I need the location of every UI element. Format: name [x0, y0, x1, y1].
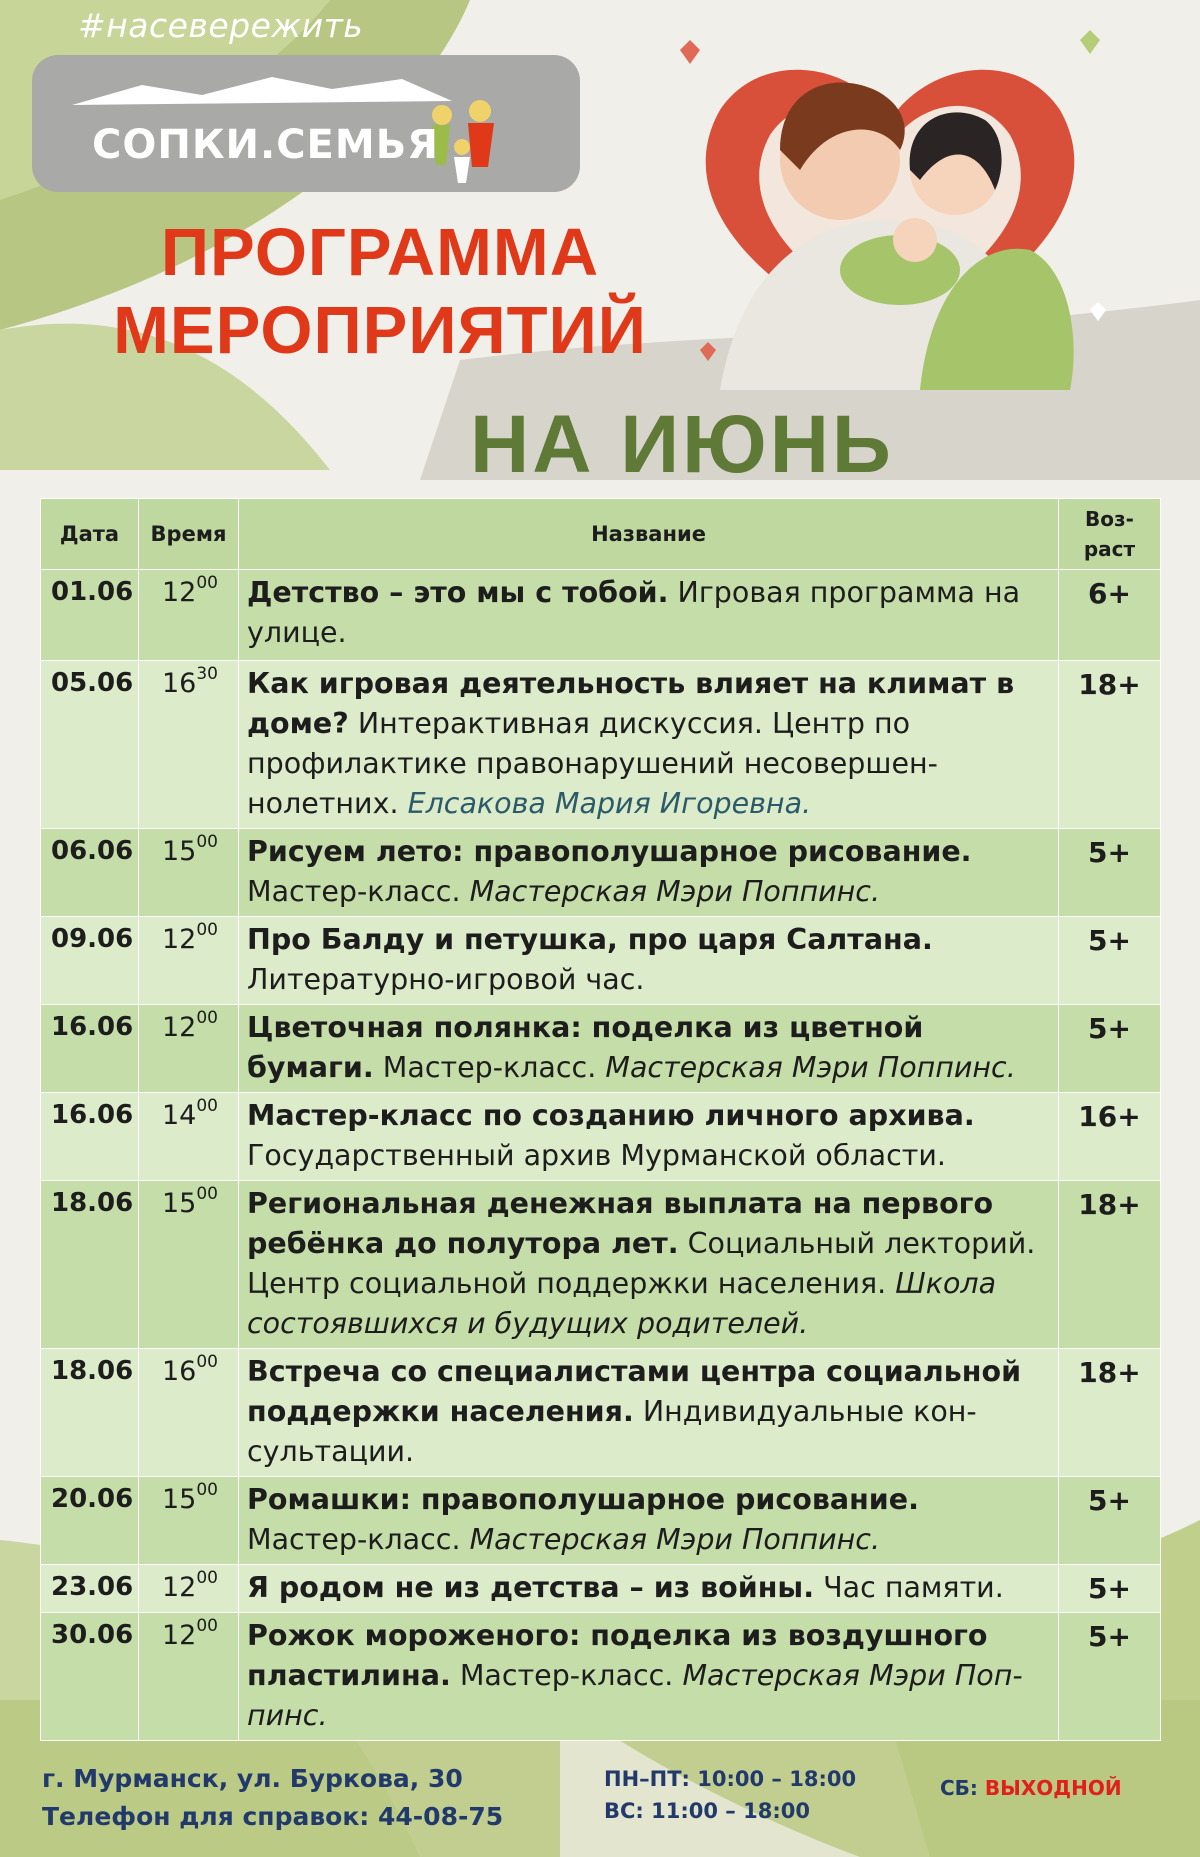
- event-title: Я родом не из детства – из войны.: [247, 1571, 815, 1604]
- event-time-minute: 00: [196, 1480, 218, 1500]
- event-date: 16.06: [41, 1005, 139, 1093]
- event-name: [239, 1477, 1059, 1565]
- saturday-label: СБ:: [940, 1776, 978, 1800]
- event-time-minute: 00: [196, 1352, 218, 1372]
- footer-address-block: [42, 1760, 503, 1836]
- table-row: [41, 1093, 1161, 1181]
- event-time-hour: 15: [162, 836, 197, 867]
- event-time-hour: 14: [162, 1100, 197, 1131]
- event-time-minute: 00: [196, 1568, 218, 1588]
- hours-sunday: ВС: 11:00 – 18:00: [604, 1799, 810, 1823]
- event-time-minute: 30: [196, 664, 218, 684]
- event-title: Встреча со специалистами центра социальной поддержки населения.: [247, 1355, 1022, 1428]
- event-time-hour: 12: [162, 577, 197, 608]
- event-time-minute: 00: [196, 573, 218, 593]
- table-row: [41, 1565, 1161, 1613]
- event-time: [139, 917, 239, 1005]
- event-time-minute: 00: [196, 1096, 218, 1116]
- event-age: 5+: [1059, 917, 1161, 1005]
- event-age: 5+: [1059, 1613, 1161, 1741]
- address: г. Мурманск, ул. Буркова, 30: [42, 1764, 463, 1793]
- event-time-minute: 00: [196, 1616, 218, 1636]
- table-row: [41, 1005, 1161, 1093]
- event-description: Литературно-игровой час.: [247, 963, 645, 996]
- saturday-value: ВЫХОДНОЙ: [984, 1776, 1122, 1800]
- event-age: 18+: [1059, 661, 1161, 829]
- month-title: НА ИЮНЬ: [470, 399, 894, 490]
- table-header-row: [41, 499, 1161, 570]
- event-title: Детство – это мы с тобой.: [247, 576, 669, 609]
- event-title: Цветочная полянка: поделка из цветной бумаги.: [247, 1011, 924, 1084]
- header-age: [1059, 499, 1161, 570]
- event-name: [239, 1565, 1059, 1613]
- event-age: 18+: [1059, 1349, 1161, 1477]
- event-host: Мастерская Мэри Поппинс.: [469, 875, 881, 908]
- event-time-minute: 00: [196, 920, 218, 940]
- event-name: [239, 1181, 1059, 1349]
- title-line2: МЕРОПРИЯТИЙ: [113, 293, 647, 368]
- event-time-hour: 12: [162, 1572, 197, 1603]
- event-time: [139, 1005, 239, 1093]
- event-title: Мастер-класс по созданию личного архива.: [247, 1099, 975, 1132]
- event-time-hour: 12: [162, 1620, 197, 1651]
- header-time: Время: [139, 499, 239, 570]
- event-time-minute: 00: [196, 1008, 218, 1028]
- event-title: Про Балду и петушка, про царя Салтана.: [247, 923, 933, 956]
- event-time-minute: 00: [196, 1184, 218, 1204]
- event-date: 09.06: [41, 917, 139, 1005]
- event-time: [139, 1565, 239, 1613]
- event-date: 06.06: [41, 829, 139, 917]
- opening-hours: [604, 1763, 856, 1827]
- event-title: Рисуем лето: правополушарное рисование.: [247, 835, 972, 868]
- event-date: 05.06: [41, 661, 139, 829]
- event-date: 01.06: [41, 570, 139, 661]
- event-time-hour: 16: [162, 1356, 197, 1387]
- event-name: [239, 917, 1059, 1005]
- event-time: [139, 1181, 239, 1349]
- event-title: Региональная денежная выплата на первого ребёнка до полутора лет.: [247, 1187, 994, 1260]
- event-time: [139, 1613, 239, 1741]
- event-time: [139, 570, 239, 661]
- table-row: [41, 1613, 1161, 1741]
- event-age: 5+: [1059, 1565, 1161, 1613]
- event-host: Елсакова Мария Игоревна.: [407, 787, 812, 820]
- event-age: 16+: [1059, 1093, 1161, 1181]
- event-description: Мастер-класс.: [373, 1051, 606, 1084]
- event-name: [239, 829, 1059, 917]
- event-description: Индивидуальные консультации.: [247, 1395, 977, 1468]
- event-title: Ромашки: правополушарное рисование.: [247, 1483, 919, 1516]
- event-host: Мастерская Мэри Поппинс.: [469, 1523, 881, 1556]
- event-name: [239, 1093, 1059, 1181]
- event-time: [139, 829, 239, 917]
- table-row: [41, 829, 1161, 917]
- event-description: Социальный лекторий. Центр социальной поддержки населения.: [247, 1227, 1036, 1300]
- table-row: [41, 917, 1161, 1005]
- event-time: [139, 1477, 239, 1565]
- header-name: Название: [239, 499, 1059, 570]
- event-description: Государственный архив Мурманской области.: [247, 1139, 946, 1172]
- event-description: Игровая программа на улице.: [247, 576, 1021, 649]
- event-description: Мастер-класс.: [450, 1659, 683, 1692]
- event-time-hour: 16: [162, 668, 197, 699]
- event-time-hour: 12: [162, 924, 197, 955]
- event-host: Мастерская Мэри Поппинс.: [247, 1659, 1023, 1732]
- hashtag: #насевережить: [78, 6, 364, 45]
- event-time-hour: 12: [162, 1012, 197, 1043]
- event-time: [139, 661, 239, 829]
- program-title: [100, 214, 660, 370]
- event-age: 5+: [1059, 1005, 1161, 1093]
- event-rows: [41, 570, 1161, 1741]
- event-date: 16.06: [41, 1093, 139, 1181]
- event-description: Мастер-класс.: [247, 1523, 470, 1556]
- header-age-line1: Воз-: [1085, 507, 1134, 531]
- header-age-line2: раст: [1083, 537, 1136, 561]
- event-date: 20.06: [41, 1477, 139, 1565]
- event-date: 30.06: [41, 1613, 139, 1741]
- event-time-hour: 15: [162, 1188, 197, 1219]
- event-name: [239, 1005, 1059, 1093]
- event-title: Как игровая деятельность влияет на климат в доме?: [247, 667, 1015, 740]
- event-name: [239, 1613, 1059, 1741]
- hours-weekdays: ПН–ПТ: 10:00 – 18:00: [604, 1767, 857, 1791]
- event-description: Час памяти.: [814, 1571, 1004, 1604]
- event-age: 5+: [1059, 829, 1161, 917]
- event-title: Рожок мороженого: поделка из воздушного пластилина.: [247, 1619, 988, 1692]
- table-row: [41, 661, 1161, 829]
- event-description: Мастер-класс.: [247, 875, 470, 908]
- event-date: 18.06: [41, 1181, 139, 1349]
- event-description: Интерактивная дискуссия. Центр по профилактике правонарушений несовершеннолетних.: [247, 707, 938, 820]
- event-name: [239, 570, 1059, 661]
- phone: Телефон для справок: 44-08-75: [42, 1802, 504, 1831]
- event-host: Мастерская Мэри Поппинс.: [605, 1051, 1016, 1084]
- event-age: 6+: [1059, 570, 1161, 661]
- event-host: Школа состоявшихся и будущих родителей.: [247, 1267, 997, 1340]
- table-row: [41, 1181, 1161, 1349]
- event-name: [239, 1349, 1059, 1477]
- table-row: [41, 1477, 1161, 1565]
- event-date: 23.06: [41, 1565, 139, 1613]
- events-table: [40, 498, 1161, 1741]
- event-date: 18.06: [41, 1349, 139, 1477]
- event-time-minute: 00: [196, 832, 218, 852]
- event-time: [139, 1093, 239, 1181]
- event-age: 18+: [1059, 1181, 1161, 1349]
- title-line1: ПРОГРАММА: [160, 215, 600, 290]
- table-row: [41, 570, 1161, 661]
- table-row: [41, 1349, 1161, 1477]
- event-time: [139, 1349, 239, 1477]
- header-date: Дата: [41, 499, 139, 570]
- logo-text: СОПКИ.СЕМЬЯ: [92, 122, 439, 168]
- family-illustration-icon: [660, 20, 1120, 390]
- event-name: [239, 661, 1059, 829]
- event-age: 5+: [1059, 1477, 1161, 1565]
- event-time-hour: 15: [162, 1484, 197, 1515]
- saturday-hours: [940, 1776, 1122, 1800]
